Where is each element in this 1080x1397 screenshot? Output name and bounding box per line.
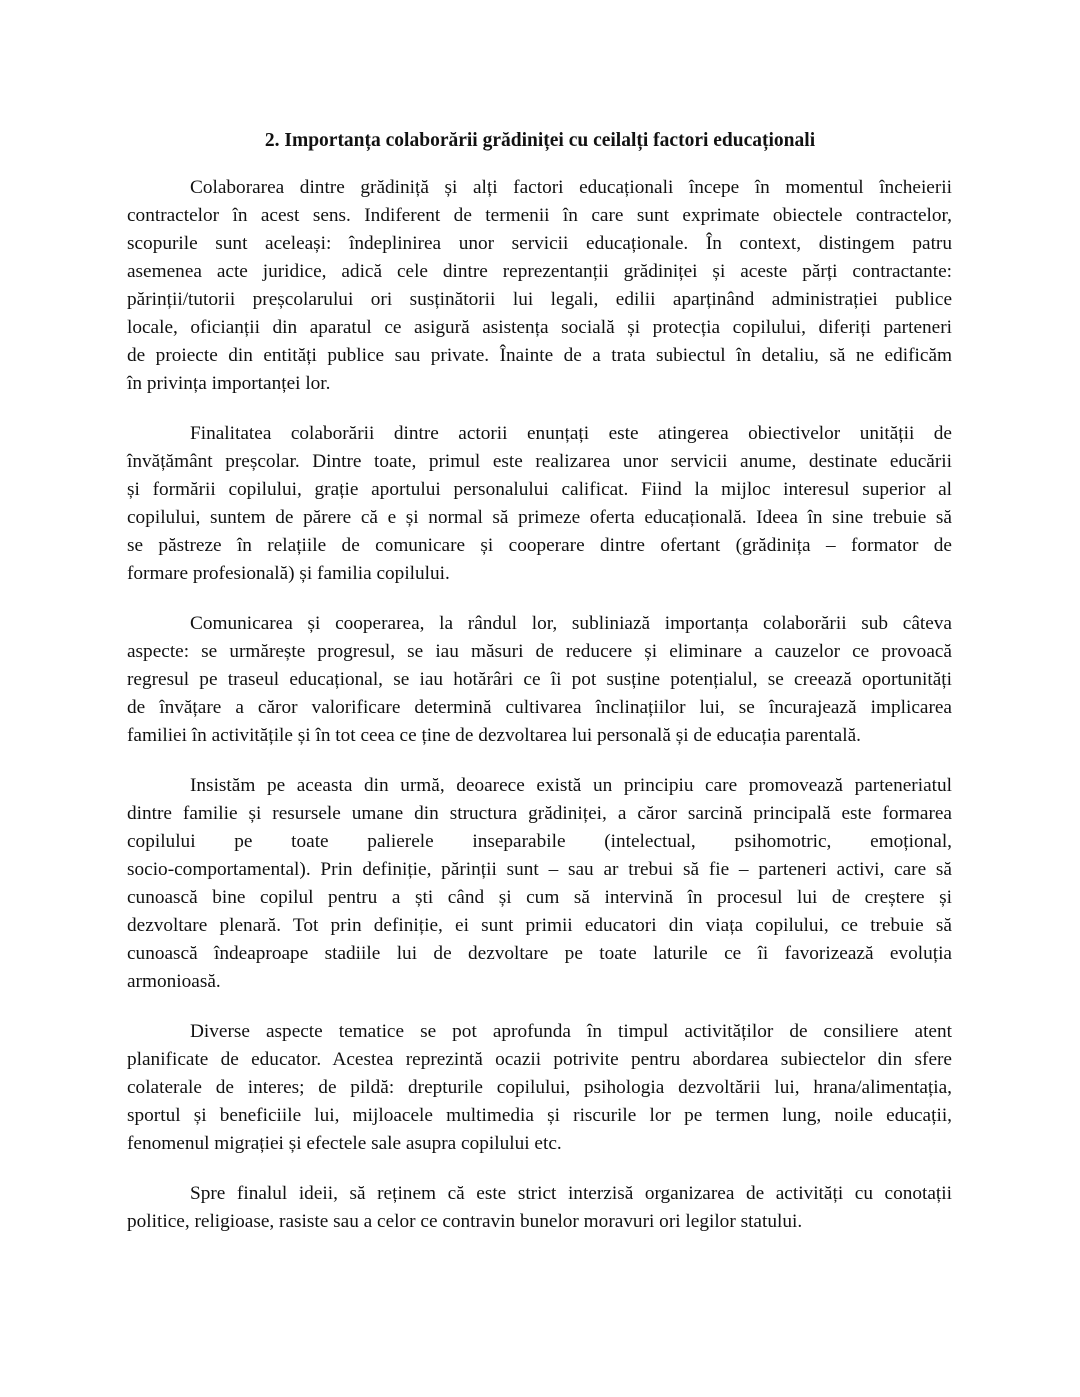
text-line: formare profesională) și familia copilului.	[127, 563, 450, 584]
paragraph	[127, 420, 952, 588]
text-line: planificate de educator. Acestea reprezintă ocazii potrivite pentru abordarea subiectelor din sfere	[127, 1049, 952, 1070]
paragraph	[127, 1018, 952, 1158]
text-line: Insistăm pe aceasta din urmă, deoarece există un principiu care promovează parteneriatul	[190, 775, 952, 796]
document-body	[127, 174, 952, 1258]
text-line: Comunicarea și cooperarea, la rândul lor, subliniază importanța colaborării sub câteva	[190, 613, 952, 634]
text-line: cunoască bine copilul pentru a ști când și cum să intervină în procesul lui de creștere și	[127, 887, 952, 908]
text-line: aspecte: se urmărește progresul, se iau măsuri de reducere și eliminare a cauzelor ce provoacă	[127, 641, 952, 662]
text-line: cunoască îndeaproape stadiile lui de dezvoltare pe toate laturile ce îi favorizează evoluția	[127, 943, 952, 964]
text-line: Spre finalul ideii, să reținem că este strict interzisă organizarea de activități cu conotații	[190, 1183, 952, 1204]
paragraph	[127, 1180, 952, 1236]
text-line: fenomenul migrației și efectele sale asupra copilului etc.	[127, 1133, 562, 1154]
text-line: copilului pe toate palierele inseparabile (intelectual, psihomotric, emoțional,	[127, 831, 952, 852]
text-line: Diverse aspecte tematice se pot aprofunda în timpul activităților de consiliere atent	[190, 1021, 952, 1042]
text-line: asemenea acte juridice, adică cele dintre reprezentanții grădiniței și aceste părți contractante:	[127, 261, 952, 282]
text-line: învățământ preșcolar. Dintre toate, primul este realizarea unor servicii anume, destinate educării	[127, 451, 952, 472]
text-line: de învățare a căror valorificare determină cultivarea înclinațiilor lui, se încurajează implicarea	[127, 697, 952, 718]
section-title: 2. Importanța colaborării grădiniței cu ceilalți factori educaționali	[264, 130, 816, 151]
text-line: regresul pe traseul educațional, se iau hotărâri ce îi pot susține potențialul, se creează oportunități	[127, 669, 952, 690]
text-line: armonioasă.	[127, 971, 221, 992]
text-line: se păstreze în relațiile de comunicare și cooperare dintre ofertant (grădinița – formator de	[127, 535, 952, 556]
text-line: familiei în activitățile și în tot ceea ce ține de dezvoltarea lui personală și de educația parentală.	[127, 725, 861, 746]
text-line: Finalitatea colaborării dintre actorii enunțați este atingerea obiectivelor unității de	[190, 423, 952, 444]
text-line: sportul și beneficiile lui, mijloacele multimedia și riscurile lor pe termen lung, noile educații,	[127, 1105, 952, 1126]
text-line: colaterale de interes; de pildă: drepturile copilului, psihologia dezvoltării lui, hrana/alimentația,	[127, 1077, 952, 1098]
text-line: în privința importanței lor.	[127, 373, 331, 394]
text-line: de proiecte din entități publice sau private. Înainte de a trata subiectul în detaliu, să ne edificăm	[127, 345, 952, 366]
text-line: părinții/tutorii preșcolarului ori susținătorii lui legali, edilii aparținând administrației publice	[127, 289, 952, 310]
text-line: scopurile sunt aceleași: îndeplinirea unor servicii educaționale. În context, distingem patru	[127, 233, 952, 254]
text-line: locale, oficianții din aparatul ce asigură asistența socială și protecția copilului, diferiți parteneri	[127, 317, 952, 338]
text-line: copilului, suntem de părere că e și normal să primeze oferta educațională. Ideea în sine trebuie să	[127, 507, 952, 528]
text-line: și formării copilului, grație aportului personalului calificat. Fiind la mijloc interesul superior al	[127, 479, 952, 500]
text-line: dintre familie și resursele umane din structura grădiniței, a căror sarcină principală este formarea	[127, 803, 952, 824]
paragraph	[127, 610, 952, 750]
text-line: contractelor în acest sens. Indiferent de termenii în care sunt exprimate obiectele contractelor,	[127, 205, 952, 226]
text-line: socio-comportamental). Prin definiție, părinții sunt – sau ar trebui să fie – parteneri activi, care să	[127, 859, 952, 880]
text-line: dezvoltare plenară. Tot prin definiție, ei sunt primii educatori din viața copilului, ce trebuie să	[127, 915, 952, 936]
text-line: Colaborarea dintre grădiniță și alți factori educaționali începe în momentul încheierii	[190, 177, 952, 198]
paragraph	[127, 772, 952, 996]
text-line: politice, religioase, rasiste sau a celor ce contravin bunelor moravuri ori legilor statului.	[127, 1211, 803, 1232]
paragraph	[127, 174, 952, 398]
